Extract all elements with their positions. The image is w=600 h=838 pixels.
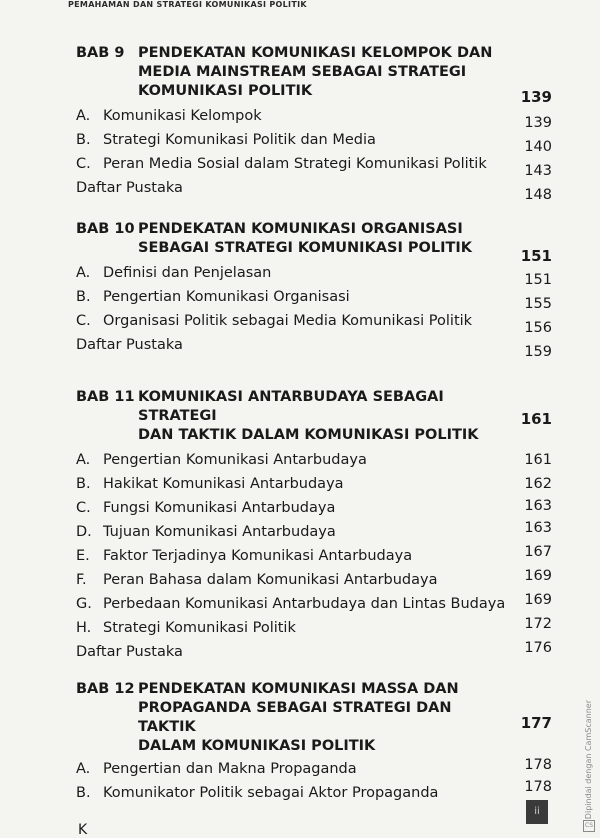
entry-page: 169: [524, 592, 552, 608]
entry-letter: B.: [76, 785, 91, 801]
entry-title: Fungsi Komunikasi Antarbudaya: [103, 500, 336, 516]
entry-page: 167: [524, 544, 552, 560]
chapter-page: 161: [520, 410, 552, 428]
chapter-title-line: PENDEKATAN KOMUNIKASI KELOMPOK DAN: [138, 45, 493, 61]
entry-letter: A.: [76, 452, 91, 468]
chapter-heading[interactable]: [76, 680, 552, 756]
chapter-title-line: MEDIA MAINSTREAM SEBAGAI STRATEGI: [138, 64, 467, 80]
entry-page: 163: [524, 498, 552, 514]
toc-entry[interactable]: [76, 757, 552, 781]
entry-page: 169: [524, 568, 552, 584]
entry-letter: A.: [76, 761, 91, 777]
entry-letter: C.: [76, 313, 91, 329]
entry-letter: B.: [76, 476, 91, 492]
entry-page: 155: [524, 296, 552, 312]
entry-page: 143: [524, 163, 552, 179]
toc-entry[interactable]: [76, 472, 552, 496]
entry-title: Peran Bahasa dalam Komunikasi Antarbudaya: [103, 572, 438, 588]
chapter-bab-9: [76, 44, 552, 203]
running-header: PEMAHAMAN DAN STRATEGI KOMUNIKASI POLITIK: [68, 0, 307, 9]
entry-title: Komunikator Politik sebagai Aktor Propaganda: [103, 785, 439, 801]
entry-letter: H.: [76, 620, 92, 636]
toc-entry[interactable]: [76, 496, 552, 520]
chapter-title: [138, 680, 498, 756]
toc-entry[interactable]: [76, 448, 552, 472]
entry-letter: E.: [76, 548, 90, 564]
cut-off-text: K: [78, 822, 88, 838]
entry-page: 178: [524, 757, 552, 773]
entry-title: Daftar Pustaka: [76, 337, 183, 353]
entry-title: Tujuan Komunikasi Antarbudaya: [103, 524, 336, 540]
chapter-heading[interactable]: [76, 44, 552, 106]
chapter-page: 139: [520, 88, 552, 106]
entry-title: Peran Media Sosial dalam Strategi Komunikasi Politik: [103, 156, 487, 172]
toc-entry[interactable]: [76, 104, 552, 131]
toc-entry[interactable]: [76, 285, 552, 312]
toc-entry[interactable]: [76, 520, 552, 544]
entry-letter: A.: [76, 108, 91, 124]
entry-title: Perbedaan Komunikasi Antarbudaya dan Lintas Budaya: [103, 596, 506, 612]
toc-entry[interactable]: [76, 128, 552, 155]
chapter-title-line: PENDEKATAN KOMUNIKASI MASSA DAN: [138, 681, 459, 697]
entry-page: 139: [524, 115, 552, 131]
chapter-heading[interactable]: [76, 388, 552, 445]
entry-page: 163: [524, 520, 552, 536]
chapter-bab-10: [76, 220, 552, 360]
camscanner-icon: CS: [583, 820, 595, 832]
chapter-title-line: DAN TAKTIK DALAM KOMUNIKASI POLITIK: [138, 427, 479, 443]
entry-page: 178: [524, 779, 552, 795]
entry-title: Definisi dan Penjelasan: [103, 265, 272, 281]
chapter-title-line: KOMUNIKASI ANTARBUDAYA SEBAGAI STRATEGI: [138, 389, 444, 424]
entry-page: 156: [524, 320, 552, 336]
entry-letter: D.: [76, 524, 92, 540]
page-number: ii: [526, 800, 548, 824]
chapter-title: [138, 388, 498, 445]
entry-letter: B.: [76, 132, 91, 148]
chapter-title-line: SEBAGAI STRATEGI KOMUNIKASI POLITIK: [138, 240, 473, 256]
toc-entry[interactable]: [76, 261, 552, 288]
entry-page: 161: [524, 452, 552, 468]
toc-entry[interactable]: [76, 309, 552, 336]
entry-title: Organisasi Politik sebagai Media Komunikasi Politik: [103, 313, 473, 329]
entry-page: 140: [524, 139, 552, 155]
entry-title: Strategi Komunikasi Politik: [103, 620, 296, 636]
toc-entry-bibliography[interactable]: [76, 333, 552, 360]
entry-page: 172: [524, 616, 552, 632]
entry-page: 151: [524, 272, 552, 288]
chapter-number: BAB 9: [76, 45, 125, 61]
scanner-watermark: Dipindai dengan CamScanner: [584, 700, 593, 820]
chapter-title: [138, 220, 498, 258]
chapter-heading[interactable]: [76, 220, 552, 265]
chapter-title: [138, 44, 498, 101]
entry-letter: G.: [76, 596, 92, 612]
entry-letter: A.: [76, 265, 91, 281]
chapter-number: BAB 11: [76, 389, 135, 405]
entry-page: 159: [524, 344, 552, 360]
entry-title: Pengertian Komunikasi Organisasi: [103, 289, 350, 305]
entry-letter: B.: [76, 289, 91, 305]
entry-title: Strategi Komunikasi Politik dan Media: [103, 132, 376, 148]
entry-letter: F.: [76, 572, 87, 588]
chapter-page: 151: [520, 247, 552, 265]
entry-title: Komunikasi Kelompok: [103, 108, 262, 124]
toc-entry[interactable]: [76, 616, 552, 640]
chapter-bab-12: [76, 680, 552, 805]
toc-entry[interactable]: [76, 781, 552, 805]
chapter-number: BAB 12: [76, 681, 135, 697]
chapter-title-line: KOMUNIKASI POLITIK: [138, 83, 313, 99]
chapter-page: 177: [520, 714, 552, 732]
toc-entry-bibliography[interactable]: [76, 640, 552, 664]
entry-letter: C.: [76, 156, 91, 172]
entry-title: Pengertian Komunikasi Antarbudaya: [103, 452, 367, 468]
entry-page: 162: [524, 476, 552, 492]
entry-title: Daftar Pustaka: [76, 180, 183, 196]
entry-title: Daftar Pustaka: [76, 644, 183, 660]
entry-letter: C.: [76, 500, 91, 516]
toc-entry[interactable]: [76, 568, 552, 592]
chapter-bab-11: [76, 388, 552, 664]
chapter-title-line: DALAM KOMUNIKASI POLITIK: [138, 738, 376, 754]
chapter-title-line: PROPAGANDA SEBAGAI STRATEGI DAN TAKTIK: [138, 700, 452, 735]
toc-entry[interactable]: [76, 592, 552, 616]
entry-title: Pengertian dan Makna Propaganda: [103, 761, 357, 777]
entry-page: 176: [524, 640, 552, 656]
chapter-number: BAB 10: [76, 221, 135, 237]
entry-title: Faktor Terjadinya Komunikasi Antarbudaya: [103, 548, 413, 564]
toc-entry[interactable]: [76, 544, 552, 568]
toc-entry-bibliography[interactable]: [76, 176, 552, 203]
toc-entry[interactable]: [76, 152, 552, 179]
entry-title: Hakikat Komunikasi Antarbudaya: [103, 476, 344, 492]
chapter-title-line: PENDEKATAN KOMUNIKASI ORGANISASI: [138, 221, 463, 237]
entry-page: 148: [524, 187, 552, 203]
